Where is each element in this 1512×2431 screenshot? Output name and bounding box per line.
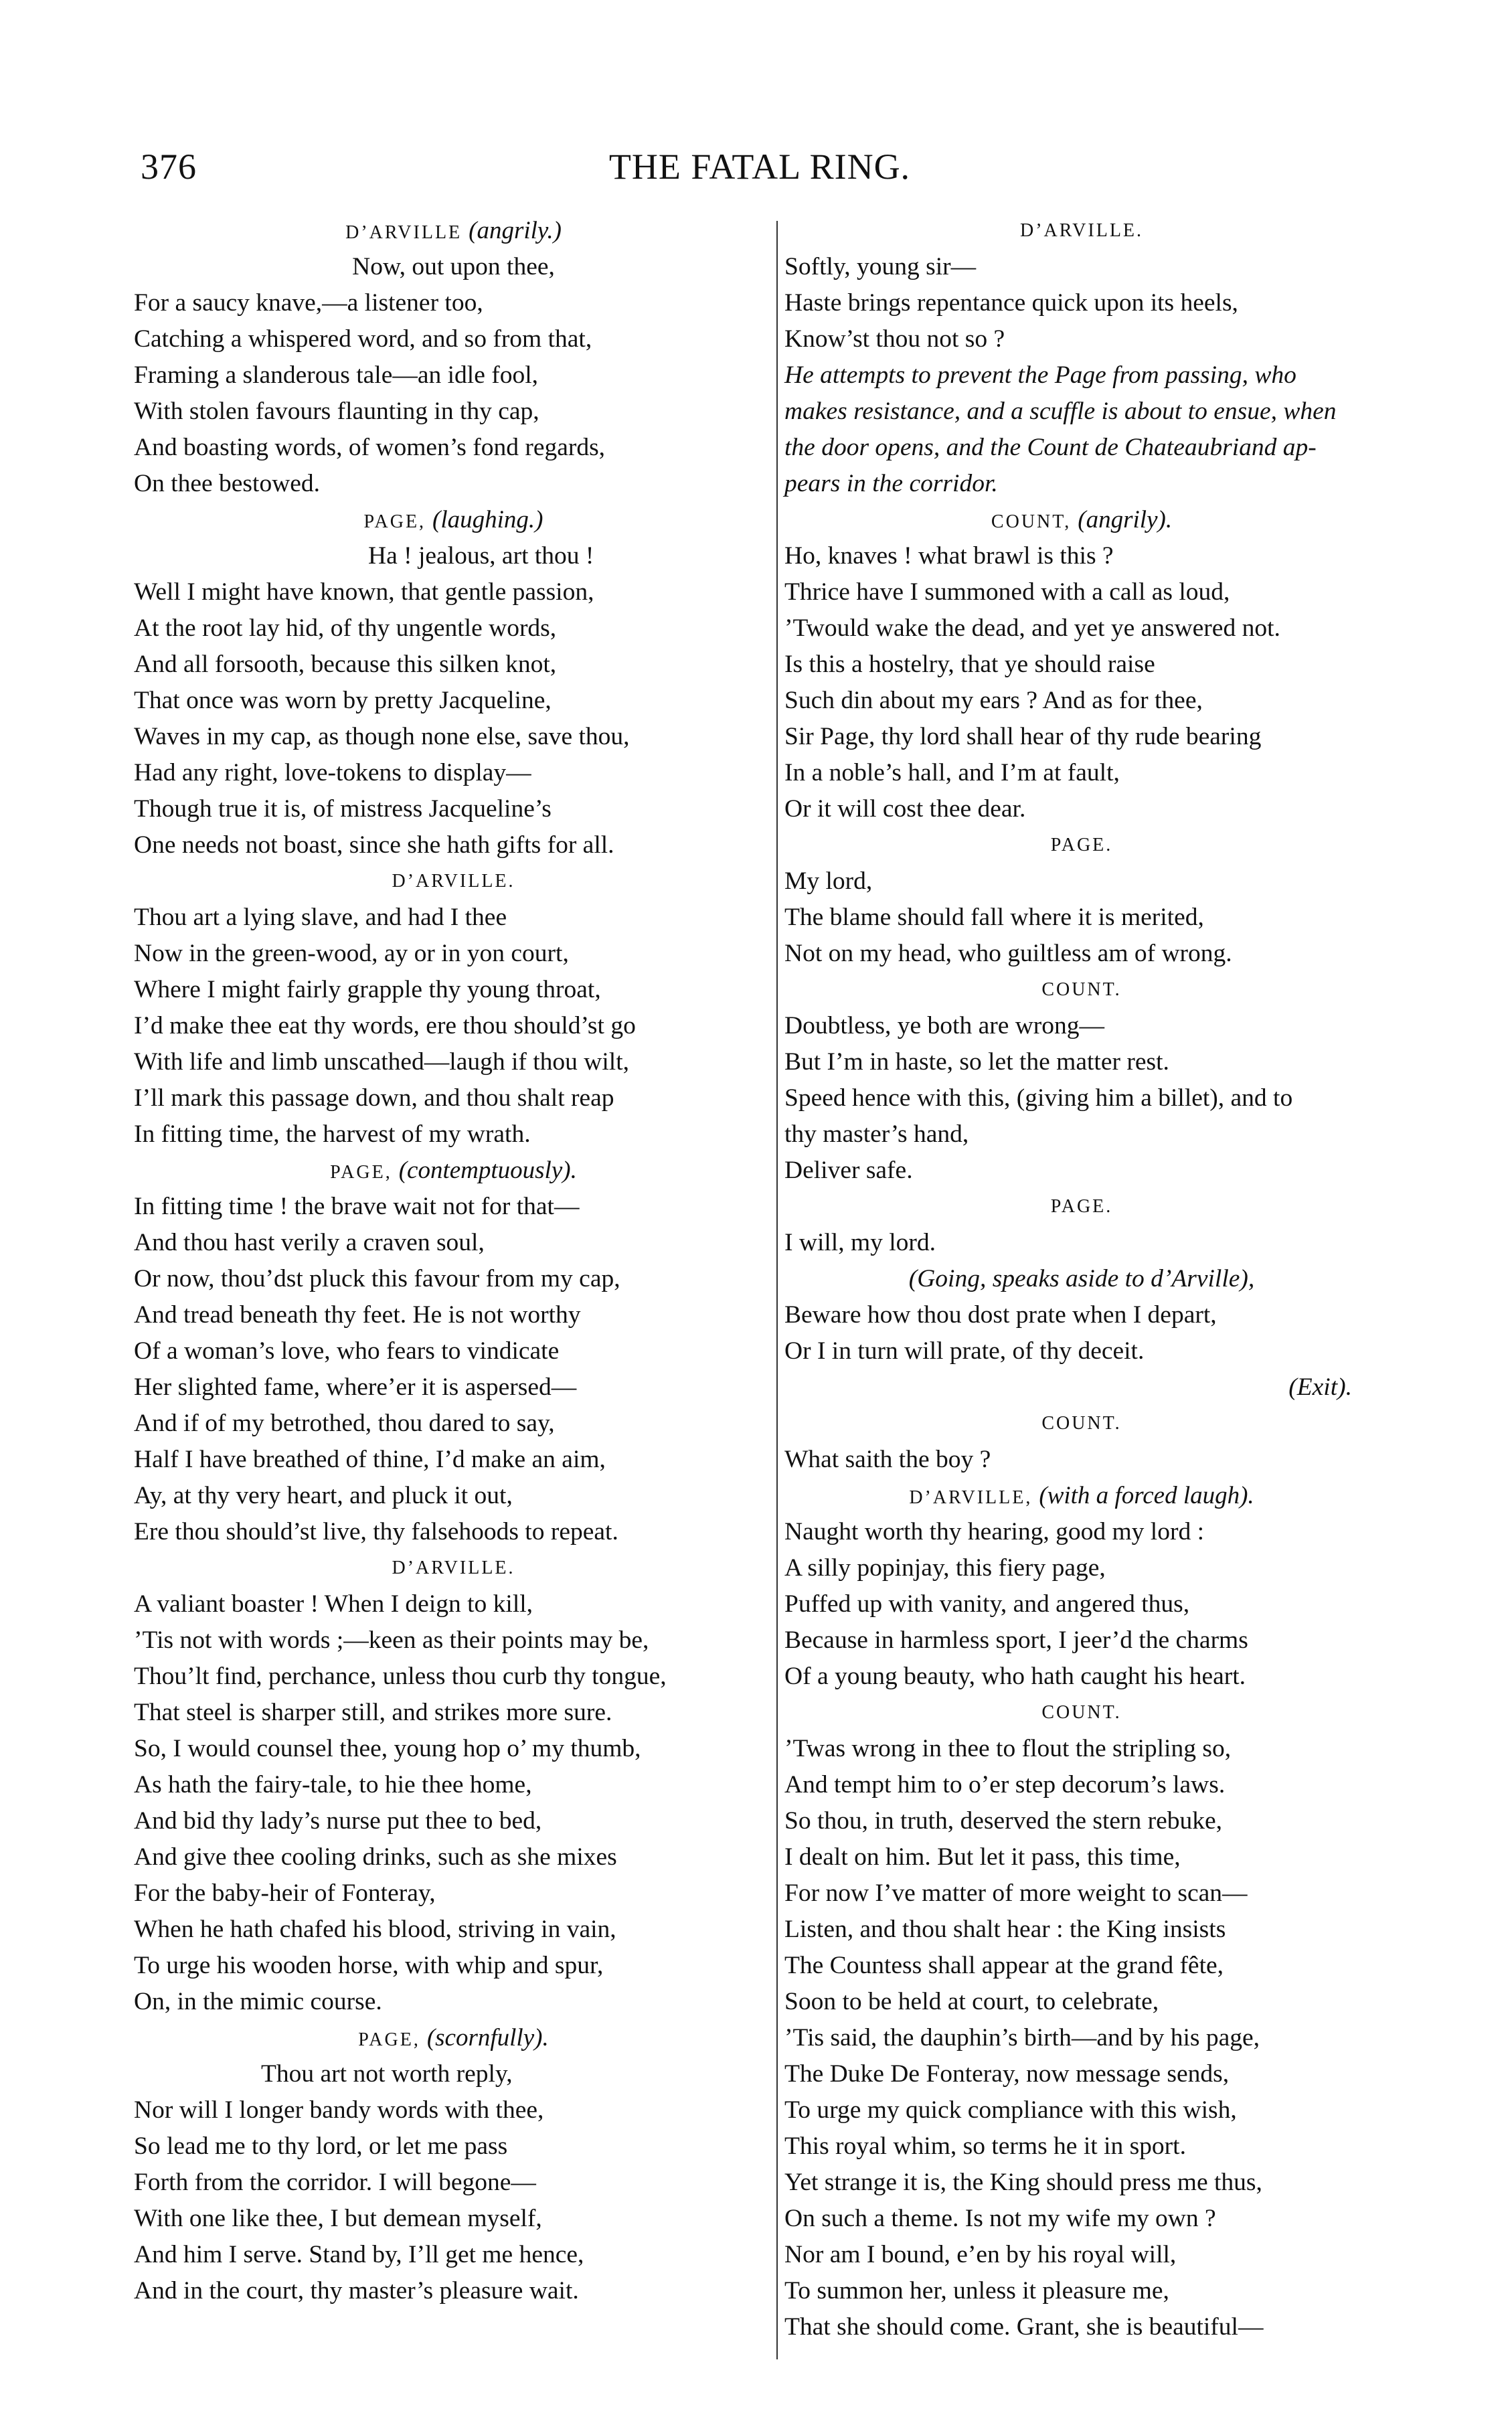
verse-line: Ha ! jealous, art thou ! (368, 542, 594, 570)
verse-line: Half I have breathed of thine, I’d make an aim, (134, 1446, 606, 1473)
verse-line: One needs not boast, since she hath gifts for all. (134, 831, 614, 859)
verse-line: As hath the fairy-tale, to hie thee home, (134, 1771, 532, 1798)
speaker-heading (776, 213, 1379, 249)
verse-line: Is this a hostelry, that ye should raise (784, 651, 1155, 678)
verse-line: Or now, thou’dst pluck this favour from my cap, (134, 1265, 620, 1292)
verse-line: For a saucy knave,—a listener too, (134, 289, 483, 317)
verse-line: Ay, at thy very heart, and pluck it out, (134, 1482, 513, 1509)
speaker-heading (134, 213, 773, 249)
verse-line: Thou art a lying slave, and had I thee (134, 904, 507, 931)
verse-line: To urge my quick compliance with this wish, (784, 2096, 1237, 2124)
verse-line: Softly, young sir— (784, 253, 977, 280)
verse-line: When he hath chafed his blood, striving in vain, (134, 1916, 616, 1943)
speaker-name: PAGE, (363, 511, 426, 532)
page-number: 376 (141, 147, 197, 187)
speaker-heading (134, 863, 773, 900)
verse-line: With stolen favours flaunting in thy cap, (134, 398, 539, 425)
speaker-heading (776, 1189, 1379, 1225)
verse-line: Naught worth thy hearing, good my lord : (784, 1518, 1204, 1545)
verse-line: I dealt on him. But let it pass, this time, (784, 1843, 1181, 1871)
speaker-direction: (scornfully). (426, 2024, 549, 2051)
verse-line: Of a young beauty, who hath caught his heart. (784, 1663, 1246, 1690)
verse-line: Listen, and thou shalt hear : the King insists (784, 1916, 1226, 1943)
verse-line: Because in harmless sport, I jeer’d the charms (784, 1626, 1248, 1654)
speaker-heading (776, 1478, 1379, 1514)
verse-line: For the baby-heir of Fonteray, (134, 1879, 436, 1907)
speaker-heading (776, 1695, 1379, 1731)
verse-line: The Duke De Fonteray, now message sends, (784, 2060, 1230, 2088)
stage-direction: (Going, speaks aside to d’Arville), (908, 1265, 1255, 1292)
verse-line: That once was worn by pretty Jacqueline, (134, 687, 552, 714)
speaker-name: D’ARVILLE (345, 222, 463, 243)
speaker-heading (776, 972, 1379, 1008)
verse-line: And if of my betrothed, thou dared to say, (134, 1410, 555, 1437)
speaker-name: PAGE. (1050, 835, 1113, 855)
verse-line: Deliver safe. (784, 1157, 913, 1184)
verse-line: So thou, in truth, deserved the stern rebuke, (784, 1807, 1223, 1835)
verse-line: And tempt him to o’er step decorum’s laws. (784, 1771, 1226, 1798)
speaker-heading (776, 827, 1379, 863)
verse-line: Sir Page, thy lord shall hear of thy rude bearing (784, 723, 1262, 750)
verse-line: And thou hast verily a craven soul, (134, 1229, 485, 1256)
verse-line: Nor will I longer bandy words with thee, (134, 2096, 544, 2124)
verse-line: On such a theme. Is not my wife my own ? (784, 2205, 1216, 2232)
verse-line: Forth from the corridor. I will begone— (134, 2169, 536, 2196)
verse-line: To urge his wooden horse, with whip and spur, (134, 1952, 604, 1979)
stage-direction: He attempts to prevent the Page from passing, who (784, 361, 1296, 389)
speaker-name: PAGE, (358, 2029, 420, 2050)
verse-line: On, in the mimic course. (134, 1988, 382, 2015)
speaker-name: COUNT. (1041, 1702, 1122, 1723)
left-column (134, 213, 773, 2309)
verse-line: Speed hence with this, (giving him a billet), and to (784, 1084, 1293, 1112)
verse-line: Waves in my cap, as though none else, save thou, (134, 723, 630, 750)
stage-direction: (Exit). (1288, 1373, 1352, 1401)
verse-line: In fitting time, the harvest of my wrath. (134, 1120, 531, 1148)
right-column (776, 213, 1379, 2345)
stage-direction: the door opens, and the Count de Chateaubriand ap- (784, 434, 1317, 461)
stage-direction: pears in the corridor. (784, 470, 998, 497)
verse-line: Had any right, love-tokens to display— (134, 759, 531, 786)
speaker-name: PAGE, (330, 1162, 392, 1183)
speaker-direction: (with a forced laugh). (1039, 1482, 1254, 1509)
verse-line: Such din about my ears ? And as for thee, (784, 687, 1203, 714)
verse-line: With life and limb unscathed—laugh if thou wilt, (134, 1048, 630, 1076)
verse-line: So, I would counsel thee, young hop o’ my thumb, (134, 1735, 641, 1762)
verse-line: Beware how thou dost prate when I depart, (784, 1301, 1217, 1329)
verse-line: The Countess shall appear at the grand fête, (784, 1952, 1224, 1979)
verse-line: That steel is sharper still, and strikes more sure. (134, 1699, 612, 1726)
verse-line: I’ll mark this passage down, and thou shalt reap (134, 1084, 614, 1112)
speaker-heading (134, 1550, 773, 1586)
verse-line: Ho, knaves ! what brawl is this ? (784, 542, 1114, 570)
verse-line: At the root lay hid, of thy ungentle words, (134, 614, 557, 642)
speaker-heading (776, 1406, 1379, 1442)
verse-line: Thou’lt find, perchance, unless thou curb thy tongue, (134, 1663, 667, 1690)
speaker-name: D’ARVILLE. (1019, 220, 1144, 241)
verse-line: Of a woman’s love, who fears to vindicate (134, 1337, 560, 1365)
verse-line: With one like thee, I but demean myself, (134, 2205, 542, 2232)
verse-line: Haste brings repentance quick upon its heels, (784, 289, 1238, 317)
speaker-heading (776, 502, 1379, 538)
running-head (141, 146, 1379, 193)
verse-line: Know’st thou not so ? (784, 325, 1005, 353)
verse-line: ’Twas wrong in thee to flout the stripling so, (784, 1735, 1232, 1762)
speaker-direction: (angrily). (1078, 506, 1173, 533)
verse-line: Now in the green-wood, ay or in yon court, (134, 940, 569, 967)
verse-line: I will, my lord. (784, 1229, 936, 1256)
speaker-direction: (angrily.) (469, 217, 562, 244)
verse-line: And give thee cooling drinks, such as she mixes (134, 1843, 617, 1871)
verse-line: This royal whim, so terms he it in sport. (784, 2132, 1186, 2160)
verse-line: ’Tis not with words ;—keen as their points may be, (134, 1626, 649, 1654)
verse-line: Thou art not worth reply, (261, 2060, 513, 2088)
verse-line: A silly popinjay, this fiery page, (784, 1554, 1106, 1582)
verse-line: Now, out upon thee, (352, 253, 555, 280)
verse-line: To summon her, unless it pleasure me, (784, 2277, 1169, 2304)
verse-line: For now I’ve matter of more weight to scan— (784, 1879, 1248, 1907)
verse-line: thy master’s hand, (784, 1120, 969, 1148)
speaker-name: COUNT. (1041, 1413, 1122, 1434)
stage-direction: makes resistance, and a scuffle is about to ensue, when (784, 398, 1337, 425)
verse-line: Nor am I bound, e’en by his royal will, (784, 2241, 1177, 2268)
verse-line: Well I might have known, that gentle passion, (134, 578, 594, 606)
speaker-name: PAGE. (1050, 1196, 1113, 1217)
verse-line: Soon to be held at court, to celebrate, (784, 1988, 1159, 2015)
speaker-direction: (contemptuously). (398, 1157, 577, 1184)
verse-line: And bid thy lady’s nurse put thee to bed, (134, 1807, 542, 1835)
verse-line: Doubtless, ye both are wrong— (784, 1012, 1105, 1039)
verse-line: I’d make thee eat thy words, ere thou should’st go (134, 1012, 636, 1039)
running-title: THE FATAL RING. (608, 147, 911, 187)
verse-line: On thee bestowed. (134, 470, 321, 497)
speaker-heading (134, 502, 773, 538)
verse-line: Not on my head, who guiltless am of wrong. (784, 940, 1232, 967)
verse-line: Yet strange it is, the King should press me thus, (784, 2169, 1262, 2196)
verse-line: Where I might fairly grapple thy young throat, (134, 976, 601, 1003)
speaker-direction: (laughing.) (432, 506, 543, 533)
verse-line: The blame should fall where it is merited, (784, 904, 1204, 931)
verse-line: Or it will cost thee dear. (784, 795, 1026, 823)
verse-line: Or I in turn will prate, of thy deceit. (784, 1337, 1145, 1365)
verse-line: In a noble’s hall, and I’m at fault, (784, 759, 1120, 786)
verse-line: ’Twould wake the dead, and yet ye answered not. (784, 614, 1280, 642)
verse-line: Her slighted fame, where’er it is aspersed— (134, 1373, 577, 1401)
speaker-name: D’ARVILLE. (392, 1558, 515, 1578)
verse-line: And in the court, thy master’s pleasure wait. (134, 2277, 579, 2304)
verse-line: What saith the boy ? (784, 1446, 991, 1473)
verse-line: Ere thou should’st live, thy falsehoods to repeat. (134, 1518, 618, 1545)
speaker-name: COUNT, (991, 511, 1072, 532)
verse-line: And him I serve. Stand by, I’ll get me hence, (134, 2241, 584, 2268)
speaker-name: D’ARVILLE. (392, 871, 515, 892)
verse-line: That she should come. Grant, she is beautiful— (784, 2313, 1264, 2341)
speaker-name: D’ARVILLE, (909, 1487, 1033, 1508)
verse-line: And all forsooth, because this silken knot, (134, 651, 557, 678)
speaker-heading (134, 1153, 773, 1189)
speaker-name: COUNT. (1041, 979, 1122, 1000)
speaker-heading (134, 2020, 773, 2056)
verse-line: So lead me to thy lord, or let me pass (134, 2132, 508, 2160)
verse-line: Though true it is, of mistress Jacqueline’s (134, 795, 552, 823)
verse-line: ’Tis said, the dauphin’s birth—and by his page, (784, 2024, 1260, 2051)
verse-line: But I’m in haste, so let the matter rest. (784, 1048, 1169, 1076)
verse-line: Catching a whispered word, and so from that, (134, 325, 592, 353)
verse-line: Thrice have I summoned with a call as loud, (784, 578, 1230, 606)
verse-line: A valiant boaster ! When I deign to kill, (134, 1590, 533, 1618)
verse-line: Framing a slanderous tale—an idle fool, (134, 361, 539, 389)
verse-line: In fitting time ! the brave wait not for that— (134, 1193, 580, 1220)
verse-line: And tread beneath thy feet. He is not worthy (134, 1301, 581, 1329)
verse-line: And boasting words, of women’s fond regards, (134, 434, 606, 461)
verse-line: My lord, (784, 867, 873, 895)
verse-line: Puffed up with vanity, and angered thus, (784, 1590, 1190, 1618)
